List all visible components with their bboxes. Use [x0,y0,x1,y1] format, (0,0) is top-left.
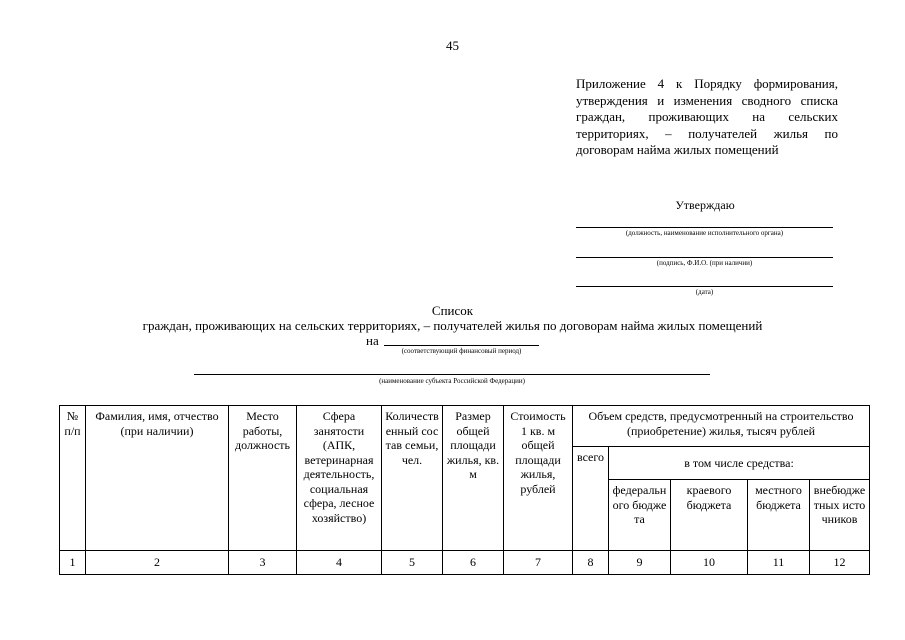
subject-caption: (наименование субъекта Российской Федерации) [379,377,525,385]
column-numbers-row [60,551,870,575]
header-offbudget: внебюджетных источников [810,480,870,551]
column-number: 11 [748,551,810,575]
column-number: 1 [60,551,86,575]
header-workplace: Место работы, должность [229,406,297,551]
approval-title: Утверждаю [675,198,735,212]
page-number: 45 [446,38,459,53]
column-number: 9 [609,551,671,575]
list-subtitle: граждан, проживающих на сельских территориях, – получателей жилья по договорам найма жилых помещений [142,318,763,333]
header-sphere: Сфера занятости (АПК, ветеринарная деятельность, социальная сфера, лесное хозяйство) [297,406,382,551]
position-caption: (должность, наименование исполнительного органа) [625,229,784,237]
header-funds: Объем средств, предусмотренный на строительство (приобретение) жилья, тысяч рублей [573,406,870,447]
column-number: 12 [810,551,870,575]
header-area: Размер общей площади жилья, кв. м [443,406,504,551]
citizens-table [59,405,870,575]
column-number: 10 [671,551,748,575]
column-number: 8 [573,551,609,575]
date-line [576,286,833,287]
header-num: № п/п [60,406,86,551]
header-cost: Стоимость 1 кв. м общей площади жилья, рублей [504,406,573,551]
signature-line [576,257,833,258]
header-family: Количественный состав семьи, чел. [382,406,443,551]
period-line [384,345,539,346]
header-including: в том числе средства: [609,447,870,480]
column-number: 2 [86,551,229,575]
date-caption: (дата) [695,288,714,296]
period-caption: (соответствующий финансовый период) [401,347,522,355]
column-number: 6 [443,551,504,575]
header-federal: федерального бюджета [609,480,671,551]
header-total: всего [573,447,609,551]
subject-line [194,374,710,375]
list-title: Список [431,303,474,318]
signature-caption: (подпись, Ф.И.О. (при наличии) [656,259,753,267]
column-number: 7 [504,551,573,575]
header-name: Фамилия, имя, отчество (при наличии) [86,406,229,551]
column-number: 5 [382,551,443,575]
period-on-label: на [366,333,379,348]
column-number: 3 [229,551,297,575]
header-regional: краевого бюджета [671,480,748,551]
header-local: местного бюджета [748,480,810,551]
appendix-note: Приложение 4 к Порядку формирования, утверждения и изменения сводного списка граждан, проживающих на сельских территориях, – получателей жилья по договорам найма жилых помещений [576,76,838,157]
column-number: 4 [297,551,382,575]
position-line [576,227,833,228]
